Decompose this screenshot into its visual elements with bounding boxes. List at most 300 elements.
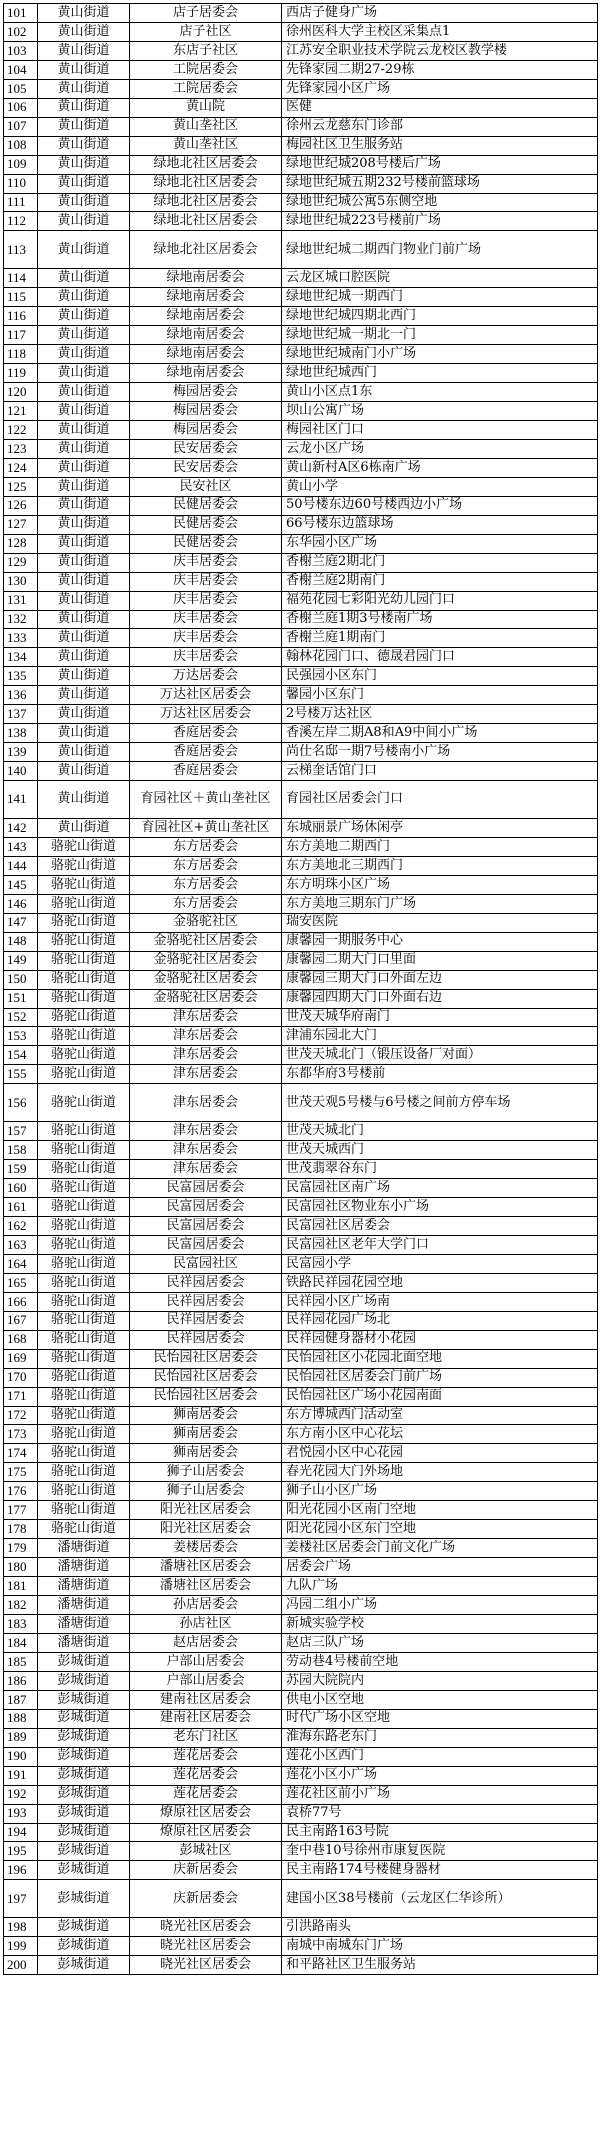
street-cell: 彭城街道	[38, 1956, 130, 1974]
table-row	[4, 1027, 598, 1046]
community-cell: 莲花居委会	[130, 1786, 282, 1804]
table-row	[4, 1444, 598, 1463]
location-cell: 徐州医科大学主校区采集点1	[282, 23, 598, 41]
table-row	[4, 1425, 598, 1444]
table-row	[4, 1634, 598, 1653]
location-cell: 九队广场	[282, 1577, 598, 1595]
community-cell: 燎原社区居委会	[130, 1824, 282, 1842]
community-cell: 津东居委会	[130, 1065, 282, 1083]
location-cell: 居委会广场	[282, 1558, 598, 1576]
row-number: 134	[4, 648, 38, 666]
table-row	[4, 1615, 598, 1634]
community-cell: 狮南居委会	[130, 1425, 282, 1443]
table-row	[4, 1824, 598, 1843]
community-cell: 民富园居委会	[130, 1179, 282, 1197]
community-cell: 民怡园社区居委会	[130, 1369, 282, 1387]
street-cell: 骆驼山街道	[38, 971, 130, 989]
row-number: 115	[4, 288, 38, 306]
location-cell: 绿地世纪城223号楼前广场	[282, 212, 598, 230]
location-cell: 南城中南城东门广场	[282, 1937, 598, 1955]
location-cell: 康馨园二期大门口里面	[282, 952, 598, 970]
location-cell: 绿地世纪城四期北西门	[282, 307, 598, 325]
row-number: 124	[4, 459, 38, 477]
table-row	[4, 1009, 598, 1028]
community-cell: 育园社区+黄山垄社区	[130, 819, 282, 837]
community-cell: 万达居委会	[130, 667, 282, 685]
street-cell: 骆驼山街道	[38, 1369, 130, 1387]
community-cell: 庆丰居委会	[130, 648, 282, 666]
street-cell: 骆驼山街道	[38, 1293, 130, 1311]
community-cell: 金骆驼社区居委会	[130, 971, 282, 989]
street-cell: 骆驼山街道	[38, 1312, 130, 1330]
community-cell: 民怡园社区居委会	[130, 1388, 282, 1406]
street-cell: 骆驼山街道	[38, 1501, 130, 1519]
row-number: 141	[4, 781, 38, 818]
location-cell: 民富园社区南广场	[282, 1179, 598, 1197]
location-cell: 新城实验学校	[282, 1615, 598, 1633]
table-row	[4, 1596, 598, 1615]
community-cell: 津东居委会	[130, 1046, 282, 1064]
table-row	[4, 42, 598, 61]
community-cell: 莲花居委会	[130, 1748, 282, 1766]
community-cell: 孙店居委会	[130, 1596, 282, 1614]
table-row	[4, 1805, 598, 1824]
location-cell: 康馨园三期大门口外面左边	[282, 971, 598, 989]
table-row	[4, 648, 598, 667]
location-cell: 世茂天城北门（锻压设备厂对面）	[282, 1046, 598, 1064]
street-cell: 骆驼山街道	[38, 1122, 130, 1140]
location-cell: 黄山新村A区6栋南广场	[282, 459, 598, 477]
community-cell: 梅园居委会	[130, 383, 282, 401]
street-cell: 彭城街道	[38, 1786, 130, 1804]
street-cell: 黄山街道	[38, 156, 130, 174]
table-row	[4, 326, 598, 345]
community-cell: 金骆驼社区居委会	[130, 952, 282, 970]
table-row	[4, 99, 598, 118]
location-cell: 劳动巷4号楼前空地	[282, 1653, 598, 1671]
row-number: 176	[4, 1482, 38, 1500]
community-cell: 绿地南居委会	[130, 288, 282, 306]
location-cell: 狮子山小区广场	[282, 1482, 598, 1500]
table-row	[4, 971, 598, 990]
table-row	[4, 1842, 598, 1861]
location-cell: 东方美地北三期西门	[282, 857, 598, 875]
row-number: 150	[4, 971, 38, 989]
street-cell: 骆驼山街道	[38, 1255, 130, 1273]
location-cell: 莲花社区前小广场	[282, 1786, 598, 1804]
street-cell: 骆驼山街道	[38, 933, 130, 951]
location-cell: 东方博城西门活动室	[282, 1407, 598, 1425]
row-number: 178	[4, 1520, 38, 1538]
table-row	[4, 1918, 598, 1937]
community-cell: 工院居委会	[130, 80, 282, 98]
community-cell: 晓光社区居委会	[130, 1937, 282, 1955]
row-number: 181	[4, 1577, 38, 1595]
row-number: 110	[4, 175, 38, 193]
row-number: 169	[4, 1350, 38, 1368]
street-cell: 彭城街道	[38, 1767, 130, 1785]
table-row	[4, 1141, 598, 1160]
community-cell: 绿地北社区居委会	[130, 212, 282, 230]
street-cell: 黄山街道	[38, 402, 130, 420]
location-cell: 莲花小区西门	[282, 1748, 598, 1766]
location-cell: 姜楼社区居委会门前文化广场	[282, 1539, 598, 1557]
street-cell: 骆驼山街道	[38, 1520, 130, 1538]
table-row	[4, 686, 598, 705]
table-row	[4, 838, 598, 857]
row-number: 192	[4, 1786, 38, 1804]
location-cell: 瑞安医院	[282, 914, 598, 932]
row-number: 139	[4, 743, 38, 761]
row-number: 170	[4, 1369, 38, 1387]
location-cell: 民富园小学	[282, 1255, 598, 1273]
community-cell: 东方居委会	[130, 857, 282, 875]
community-cell: 东方居委会	[130, 838, 282, 856]
community-cell: 庆丰居委会	[130, 629, 282, 647]
street-cell: 黄山街道	[38, 762, 130, 780]
street-cell: 彭城街道	[38, 1937, 130, 1955]
community-cell: 姜楼居委会	[130, 1539, 282, 1557]
table-row	[4, 705, 598, 724]
row-number: 156	[4, 1084, 38, 1121]
location-cell: 津浦东园北大门	[282, 1027, 598, 1045]
table-row	[4, 1084, 598, 1122]
location-cell: 民祥园健身器材小花园	[282, 1331, 598, 1349]
community-cell: 民富园居委会	[130, 1198, 282, 1216]
row-number: 132	[4, 611, 38, 629]
row-number: 137	[4, 705, 38, 723]
community-cell: 民安社区	[130, 478, 282, 496]
row-number: 103	[4, 42, 38, 60]
street-cell: 骆驼山街道	[38, 1425, 130, 1443]
location-cell: 康馨园四期大门口外面右边	[282, 990, 598, 1008]
community-cell: 东方居委会	[130, 876, 282, 894]
table-row	[4, 762, 598, 781]
table-row	[4, 876, 598, 895]
street-cell: 骆驼山街道	[38, 1198, 130, 1216]
location-cell: 赵店三队广场	[282, 1634, 598, 1652]
table-row	[4, 1577, 598, 1596]
table-row	[4, 914, 598, 933]
table-row	[4, 1786, 598, 1805]
row-number: 183	[4, 1615, 38, 1633]
table-row	[4, 573, 598, 592]
street-cell: 骆驼山街道	[38, 1027, 130, 1045]
table-row	[4, 307, 598, 326]
street-cell: 骆驼山街道	[38, 952, 130, 970]
street-cell: 黄山街道	[38, 743, 130, 761]
row-number: 182	[4, 1596, 38, 1614]
table-row	[4, 1956, 598, 1975]
location-cell: 50号楼东边60号楼西边小广场	[282, 497, 598, 515]
street-cell: 黄山街道	[38, 383, 130, 401]
row-number: 146	[4, 895, 38, 913]
location-cell: 世茂天城华府南门	[282, 1009, 598, 1027]
community-cell: 津东居委会	[130, 1084, 282, 1121]
street-cell: 黄山街道	[38, 705, 130, 723]
row-number: 199	[4, 1937, 38, 1955]
table-row	[4, 80, 598, 99]
location-cell: 时代广场小区空地	[282, 1710, 598, 1728]
table-row	[4, 990, 598, 1009]
street-cell: 黄山街道	[38, 573, 130, 591]
table-row	[4, 1463, 598, 1482]
street-cell: 骆驼山街道	[38, 1065, 130, 1083]
row-number: 200	[4, 1956, 38, 1974]
table-row	[4, 345, 598, 364]
community-cell: 庆丰居委会	[130, 554, 282, 572]
row-number: 148	[4, 933, 38, 951]
location-cell: 民富园社区居委会	[282, 1217, 598, 1235]
community-cell: 绿地南居委会	[130, 326, 282, 344]
location-cell: 黄山小学	[282, 478, 598, 496]
street-cell: 黄山街道	[38, 629, 130, 647]
table-row	[4, 554, 598, 573]
table-row	[4, 1861, 598, 1880]
community-cell: 黄山院	[130, 99, 282, 117]
location-cell: 西店子健身广场	[282, 4, 598, 22]
row-number: 114	[4, 269, 38, 287]
street-cell: 彭城街道	[38, 1918, 130, 1936]
row-number: 193	[4, 1805, 38, 1823]
table-row	[4, 288, 598, 307]
street-cell: 黄山街道	[38, 61, 130, 79]
table-row	[4, 1407, 598, 1426]
location-cell: 尚仕名邸一期7号楼南小广场	[282, 743, 598, 761]
table-row	[4, 1748, 598, 1767]
table-row	[4, 383, 598, 402]
location-cell: 阳光花园小区南门空地	[282, 1501, 598, 1519]
table-row	[4, 269, 598, 288]
location-cell: 铁路民祥园花园空地	[282, 1274, 598, 1292]
street-cell: 彭城街道	[38, 1861, 130, 1879]
row-number: 164	[4, 1255, 38, 1273]
street-cell: 黄山街道	[38, 345, 130, 363]
street-cell: 骆驼山街道	[38, 1160, 130, 1178]
table-row	[4, 440, 598, 459]
location-cell: 绿地世纪城一期西门	[282, 288, 598, 306]
table-row	[4, 1710, 598, 1729]
community-cell: 香庭居委会	[130, 724, 282, 742]
row-number: 147	[4, 914, 38, 932]
location-cell: 绿地世纪城五期232号楼前篮球场	[282, 175, 598, 193]
community-cell: 民安居委会	[130, 459, 282, 477]
row-number: 108	[4, 137, 38, 155]
community-cell: 民安居委会	[130, 440, 282, 458]
row-number: 121	[4, 402, 38, 420]
street-cell: 黄山街道	[38, 23, 130, 41]
row-number: 111	[4, 194, 38, 212]
location-cell: 先锋家园二期27-29栋	[282, 61, 598, 79]
community-cell: 绿地南居委会	[130, 307, 282, 325]
street-cell: 黄山街道	[38, 231, 130, 268]
street-cell: 骆驼山街道	[38, 876, 130, 894]
table-row	[4, 194, 598, 213]
street-cell: 骆驼山街道	[38, 1463, 130, 1481]
table-row	[4, 1729, 598, 1748]
community-cell: 津东居委会	[130, 1009, 282, 1027]
table-row	[4, 1046, 598, 1065]
location-cell: 绿地世纪城西门	[282, 364, 598, 382]
table-row	[4, 175, 598, 194]
street-cell: 骆驼山街道	[38, 1236, 130, 1254]
location-cell: 建国小区38号楼前（云龙区仁华诊所）	[282, 1880, 598, 1917]
street-cell: 黄山街道	[38, 686, 130, 704]
row-number: 175	[4, 1463, 38, 1481]
street-cell: 潘塘街道	[38, 1539, 130, 1557]
table-row	[4, 1236, 598, 1255]
community-cell: 绿地南居委会	[130, 345, 282, 363]
location-cell: 冯园二组小广场	[282, 1596, 598, 1614]
street-cell: 黄山街道	[38, 724, 130, 742]
community-cell: 梅园居委会	[130, 421, 282, 439]
community-cell: 狮南居委会	[130, 1444, 282, 1462]
community-cell: 民富园社区	[130, 1255, 282, 1273]
community-cell: 万达社区居委会	[130, 705, 282, 723]
location-cell: 香榭兰庭2期南门	[282, 573, 598, 591]
community-cell: 津东居委会	[130, 1160, 282, 1178]
community-cell: 民祥园居委会	[130, 1274, 282, 1292]
location-cell: 绿地世纪城二期西门物业门前广场	[282, 231, 598, 268]
street-cell: 黄山街道	[38, 80, 130, 98]
street-cell: 黄山街道	[38, 194, 130, 212]
street-cell: 骆驼山街道	[38, 1046, 130, 1064]
table-row	[4, 1767, 598, 1786]
table-row	[4, 1520, 598, 1539]
street-cell: 黄山街道	[38, 212, 130, 230]
table-row	[4, 1937, 598, 1956]
street-cell: 黄山街道	[38, 421, 130, 439]
row-number: 125	[4, 478, 38, 496]
location-cell: 淮海东路老东门	[282, 1729, 598, 1747]
street-cell: 黄山街道	[38, 592, 130, 610]
table-row	[4, 402, 598, 421]
table-row	[4, 1274, 598, 1293]
row-number: 188	[4, 1710, 38, 1728]
location-cell: 民强园小区东门	[282, 667, 598, 685]
location-cell: 梅园社区卫生服务站	[282, 137, 598, 155]
table-row	[4, 1255, 598, 1274]
row-number: 179	[4, 1539, 38, 1557]
community-cell: 绿地北社区居委会	[130, 194, 282, 212]
location-cell: 香榭兰庭2期北门	[282, 554, 598, 572]
community-cell: 东方居委会	[130, 895, 282, 913]
community-cell: 潘塘社区居委会	[130, 1577, 282, 1595]
community-cell: 金骆驼社区	[130, 914, 282, 932]
location-cell: 坝山公寓广场	[282, 402, 598, 420]
row-number: 167	[4, 1312, 38, 1330]
table-row	[4, 1217, 598, 1236]
table-row	[4, 516, 598, 535]
table-row	[4, 4, 598, 23]
row-number: 123	[4, 440, 38, 458]
location-cell: 徐州云龙慈东门诊部	[282, 118, 598, 136]
street-cell: 彭城街道	[38, 1653, 130, 1671]
street-cell: 黄山街道	[38, 288, 130, 306]
street-cell: 彭城街道	[38, 1842, 130, 1860]
street-cell: 黄山街道	[38, 819, 130, 837]
table-row	[4, 137, 598, 156]
row-number: 107	[4, 118, 38, 136]
community-cell: 香庭居委会	[130, 743, 282, 761]
location-cell: 东华园小区广场	[282, 535, 598, 553]
location-cell: 云龙小区广场	[282, 440, 598, 458]
table-row	[4, 459, 598, 478]
row-number: 171	[4, 1388, 38, 1406]
row-number: 102	[4, 23, 38, 41]
community-cell: 庆新居委会	[130, 1880, 282, 1917]
location-cell: 苏园大院院内	[282, 1672, 598, 1690]
row-number: 172	[4, 1407, 38, 1425]
community-cell: 黄山垄社区	[130, 137, 282, 155]
table-row	[4, 1350, 598, 1369]
community-cell: 庆新居委会	[130, 1861, 282, 1879]
table-row	[4, 1501, 598, 1520]
table-row	[4, 1539, 598, 1558]
location-cell: 馨园小区东门	[282, 686, 598, 704]
community-cell: 狮子山居委会	[130, 1463, 282, 1481]
row-number: 126	[4, 497, 38, 515]
community-cell: 莲花居委会	[130, 1767, 282, 1785]
location-cell: 民怡园社区小花园北面空地	[282, 1350, 598, 1368]
row-number: 160	[4, 1179, 38, 1197]
street-cell: 黄山街道	[38, 137, 130, 155]
location-cell: 春光花园大门外场地	[282, 1463, 598, 1481]
street-cell: 骆驼山街道	[38, 1350, 130, 1368]
row-number: 142	[4, 819, 38, 837]
table-row	[4, 1065, 598, 1084]
street-cell: 黄山街道	[38, 42, 130, 60]
table-row	[4, 895, 598, 914]
location-cell: 康馨园一期服务中心	[282, 933, 598, 951]
location-cell: 66号楼东边篮球场	[282, 516, 598, 534]
community-cell: 万达社区居委会	[130, 686, 282, 704]
street-cell: 彭城街道	[38, 1880, 130, 1917]
table-row	[4, 118, 598, 137]
location-cell: 东都华府3号楼前	[282, 1065, 598, 1083]
location-cell: 绿地世纪城208号楼后广场	[282, 156, 598, 174]
location-cell: 和平路社区卫生服务站	[282, 1956, 598, 1974]
row-number: 194	[4, 1824, 38, 1842]
row-number: 122	[4, 421, 38, 439]
location-cell: 东方美地三期东门广场	[282, 895, 598, 913]
street-cell: 黄山街道	[38, 118, 130, 136]
community-cell: 东店子社区	[130, 42, 282, 60]
street-cell: 彭城街道	[38, 1824, 130, 1842]
table-row	[4, 857, 598, 876]
location-cell: 袁桥77号	[282, 1805, 598, 1823]
street-cell: 彭城街道	[38, 1729, 130, 1747]
row-number: 128	[4, 535, 38, 553]
community-cell: 民健居委会	[130, 535, 282, 553]
street-cell: 潘塘街道	[38, 1577, 130, 1595]
table-row	[4, 1179, 598, 1198]
row-number: 106	[4, 99, 38, 117]
location-cell: 莲花小区小广场	[282, 1767, 598, 1785]
row-number: 187	[4, 1691, 38, 1709]
community-cell: 绿地北社区居委会	[130, 231, 282, 268]
location-cell: 民主南路163号院	[282, 1824, 598, 1842]
table-row	[4, 364, 598, 383]
location-cell: 民怡园社区居委会门前广场	[282, 1369, 598, 1387]
row-number: 112	[4, 212, 38, 230]
community-cell: 晓光社区居委会	[130, 1956, 282, 1974]
location-cell: 供电小区空地	[282, 1691, 598, 1709]
row-number: 133	[4, 629, 38, 647]
row-number: 180	[4, 1558, 38, 1576]
street-cell: 骆驼山街道	[38, 1407, 130, 1425]
community-cell: 民健居委会	[130, 497, 282, 515]
